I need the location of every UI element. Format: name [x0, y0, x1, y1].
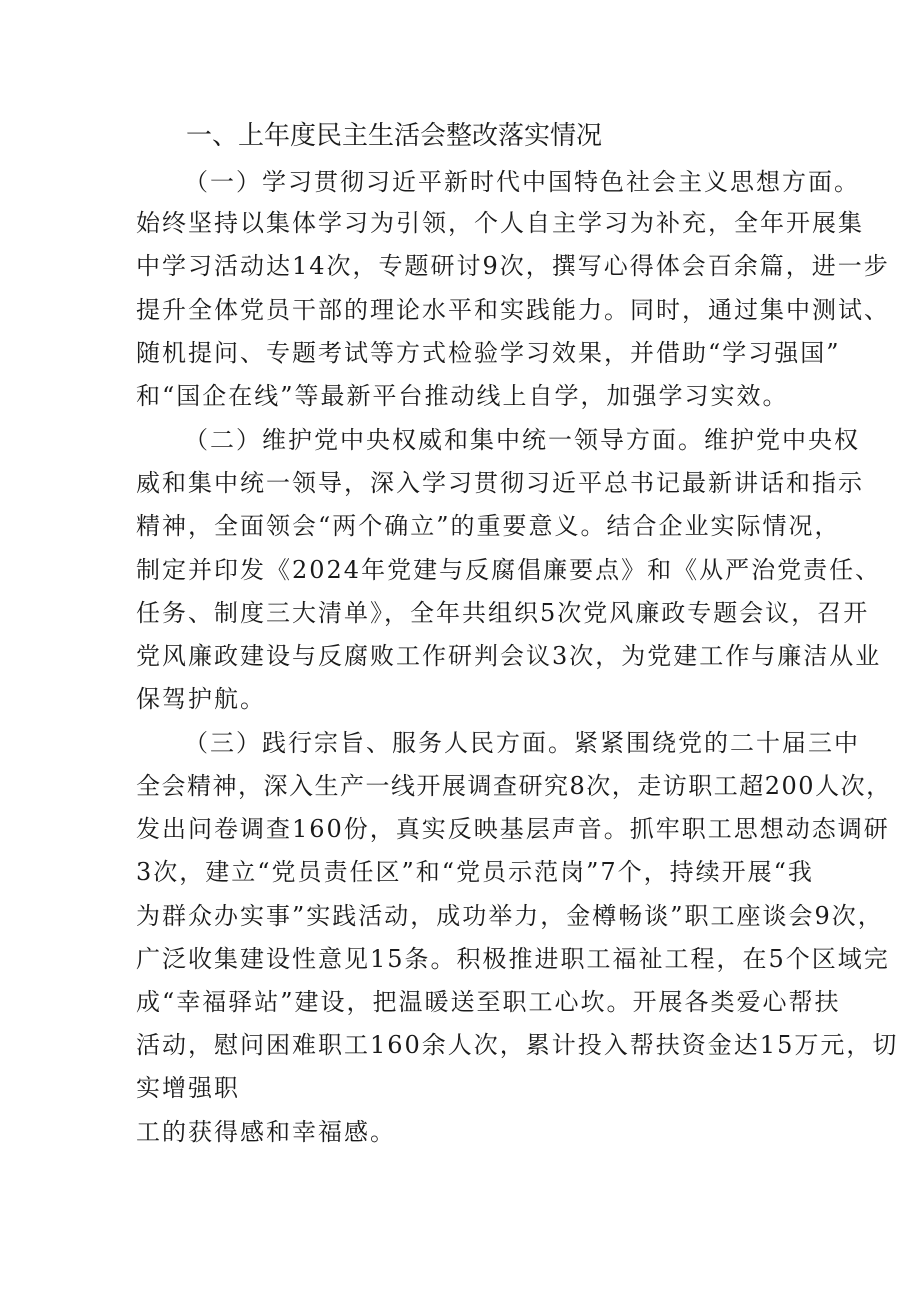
paragraph-1-line-1: （一）学习贯彻习近平新时代中国特色社会主义思想方面。 [184, 168, 860, 196]
paragraph-3-line-6: 广泛收集建设性意见15条。积极推进职工福祉工程，在5个区域完 [136, 945, 890, 973]
paragraph-3-line-3: 发出问卷调查160份，真实反映基层声音。抓牢职工思想动态调研 [136, 815, 890, 843]
paragraph-3-line-9: 实增强职 [136, 1074, 240, 1102]
paragraph-2-line-1: （二）维护党中央权威和集中统一领导方面。维护党中央权 [184, 426, 860, 454]
paragraph-2-line-6: 党风廉政建设与反腐败工作研判会议3次，为党建工作与廉洁从业 [136, 642, 882, 670]
paragraph-3-line-1: （三）践行宗旨、服务人民方面。紧紧围绕党的二十届三中 [184, 729, 860, 757]
paragraph-3-line-4: 3次，建立“党员责任区”和“党员示范岗”7个，持续开展“我 [136, 858, 814, 886]
paragraph-1-line-3: 中学习活动达14次，专题研讨9次，撰写心得体会百余篇，进一步 [136, 252, 890, 280]
paragraph-2-line-4: 制定并印发《2024年党建与反腐倡廉要点》和《从严治党责任、 [136, 556, 882, 584]
paragraph-2-line-2: 威和集中统一领导，深入学习贯彻习近平总书记最新讲话和指示 [136, 469, 864, 497]
paragraph-1-line-6: 和“国企在线”等最新平台推动线上自学，加强学习实效。 [136, 382, 789, 410]
section-heading: 一、上年度民主生活会整改落实情况 [186, 121, 603, 151]
paragraph-3-line-7: 成“幸福驿站”建设，把温暖送至职工心坎。开展各类爱心帮扶 [136, 988, 841, 1016]
paragraph-1-line-5: 随机提问、专题考试等方式检验学习效果，并借助“学习强国” [136, 339, 841, 367]
paragraph-2-line-5: 任务、制度三大清单》，全年共组织5次党风廉政专题会议，召开 [136, 599, 870, 627]
paragraph-2-line-7: 保驾护航。 [136, 685, 266, 713]
paragraph-3-line-8: 活动，慰问困难职工160余人次，累计投入帮扶资金达15万元，切 [136, 1031, 899, 1059]
paragraph-1-line-4: 提升全体党员干部的理论水平和实践能力。同时，通过集中测试、 [136, 296, 890, 324]
paragraph-2-line-3: 精神，全面领会“两个确立”的重要意义。结合企业实际情况， [136, 512, 841, 540]
paragraph-3-line-5: 为群众办实事”实践活动，成功举力，金樽畅谈”职工座谈会9次， [136, 902, 884, 930]
paragraph-3-line-10: 工的获得感和幸福感。 [136, 1118, 396, 1146]
paragraph-1-line-2: 始终坚持以集体学习为引领，个人自主学习为补充，全年开展集 [136, 209, 864, 237]
paragraph-3-line-2: 全会精神，深入生产一线开展调查研究8次，走访职工超200人次， [136, 772, 892, 800]
